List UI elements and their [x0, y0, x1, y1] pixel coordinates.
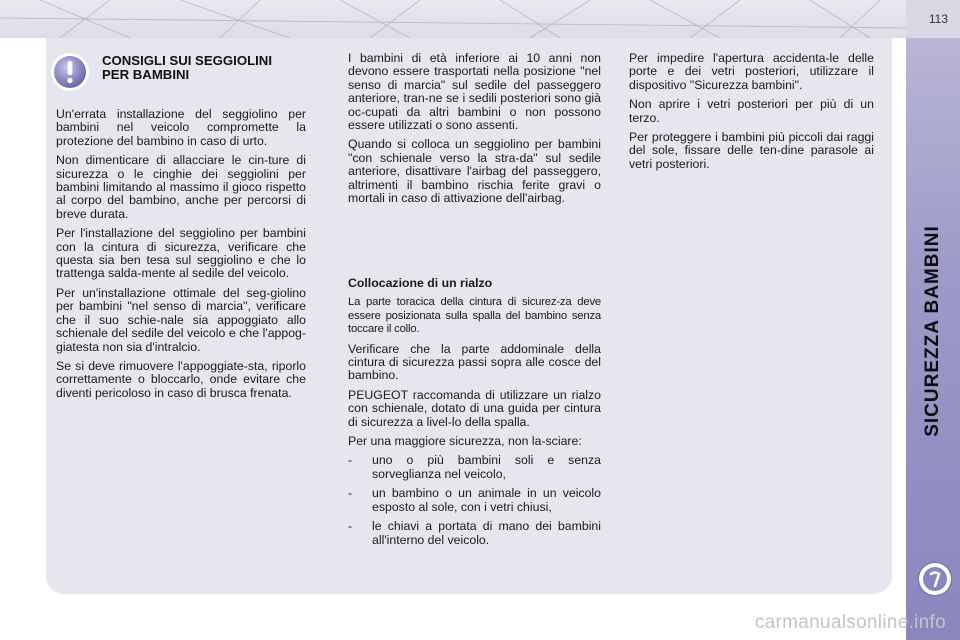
- paragraph: I bambini di età inferiore ai 10 anni non devono essere trasportati nella posizione "nel senso di marcia" sul sedile del passeggero anteriore, tran-ne se i sedili posteriori sono già oc-cupati da altri bambini o non possono essere utilizzati o sono assenti.: [348, 51, 601, 133]
- paragraph: Verificare che la parte addominale della cintura di sicurezza passi sopra alle cosce del bambino.: [348, 341, 601, 383]
- list-item-text: un bambino o un animale in un veicolo esposto al sole, con i vetri chiusi,: [372, 486, 601, 514]
- list-dash: -: [348, 486, 353, 501]
- paragraph: Non aprire i vetri posteriori per più di un terzo.: [629, 97, 874, 125]
- chapter-title: SICUREZZA BAMBINI: [922, 225, 943, 437]
- header-line-pattern: [0, 0, 906, 38]
- paragraph: Non dimenticare di allacciare le cin-ture di sicurezza o le cinghie dei seggiolini per bambini limitando al massimo il gioco rispetto al corpo del bambino, anche per percorsi di breve durata.: [56, 153, 306, 221]
- page-number: 113: [928, 12, 948, 26]
- rialzo-intro: La parte toracica della cintura di sicurez-za deve essere posizionata sulla spalla del bambino senza toccare il collo.: [348, 296, 601, 336]
- section-heading: CONSIGLI SUI SEGGIOLINI PER BAMBINI: [102, 53, 272, 83]
- list-item: [348, 454, 601, 481]
- list-dash: -: [348, 453, 353, 468]
- column-middle-top: [348, 52, 601, 211]
- paragraph: Se si deve rimuovere l'appoggiate-sta, riporlo correttamente o bloccarlo, onde evitare che diventi pericoloso in caso di brusca frenata.: [56, 358, 306, 400]
- site-watermark: carmanualsonline.info: [754, 612, 946, 633]
- child-seat-icon: [917, 561, 953, 597]
- paragraph: Per proteggere i bambini più piccoli dai raggi del sole, fissare delle ten-dine parasole ai vetri posteriori.: [629, 130, 874, 171]
- paragraph: Per un'installazione ottimale del seg-giolino per bambini "nel senso di marcia", verificare che il suo schie-nale sia appoggiato allo schienale del sedile del veicolo e che l'appog-giatesta non sia d'intralcio.: [56, 285, 306, 354]
- paragraph: Quando si colloca un seggiolino per bambini "con schienale verso la stra-da" sul sedile anteriore, disattivare l'airbag del passeggero, altrimenti il bambino rischia ferite gravi o mortali in caso di attivazione dell'airbag.: [348, 137, 601, 206]
- list-item: [348, 487, 601, 514]
- list-dash: -: [348, 519, 353, 534]
- paragraph: Per l'installazione del seggiolino per bambini con la cintura di sicurezza, verificare che questa sia ben tesa sul seggiolino e che lo trattenga salda-mente al sedile del veicolo.: [56, 226, 306, 281]
- paragraph: Per impedire l'apertura accidenta-le delle porte e dei vetri posteriori, utilizzare il dispositivo "Sicurezza bambini".: [629, 51, 874, 92]
- paragraph: PEUGEOT raccomanda di utilizzare un rialzo con schienale, dotato di una guida per cintura di sicurezza a livel-lo della spalla.: [348, 387, 601, 429]
- page-number-tab: [906, 0, 960, 38]
- column-middle-rialzo: [348, 277, 601, 553]
- paragraph: Un'errata installazione del seggiolino per bambini nel veicolo compromette la protezione del bambino in caso di urto.: [56, 107, 306, 148]
- paragraph: Per una maggiore sicurezza, non la-sciare:: [348, 434, 582, 449]
- list-item-text: le chiavi a portata di mano dei bambini all'interno del veicolo.: [372, 519, 601, 547]
- list-item-text: uno o più bambini soli e senza sorveglianza nel veicolo,: [372, 453, 601, 481]
- list-item: [348, 520, 601, 547]
- column-left: [56, 108, 306, 406]
- column-right: [629, 52, 874, 177]
- rialzo-heading: Collocazione di un rialzo: [348, 276, 493, 290]
- header-decor-band: [0, 0, 906, 38]
- warning-exclamation-icon: [50, 52, 90, 92]
